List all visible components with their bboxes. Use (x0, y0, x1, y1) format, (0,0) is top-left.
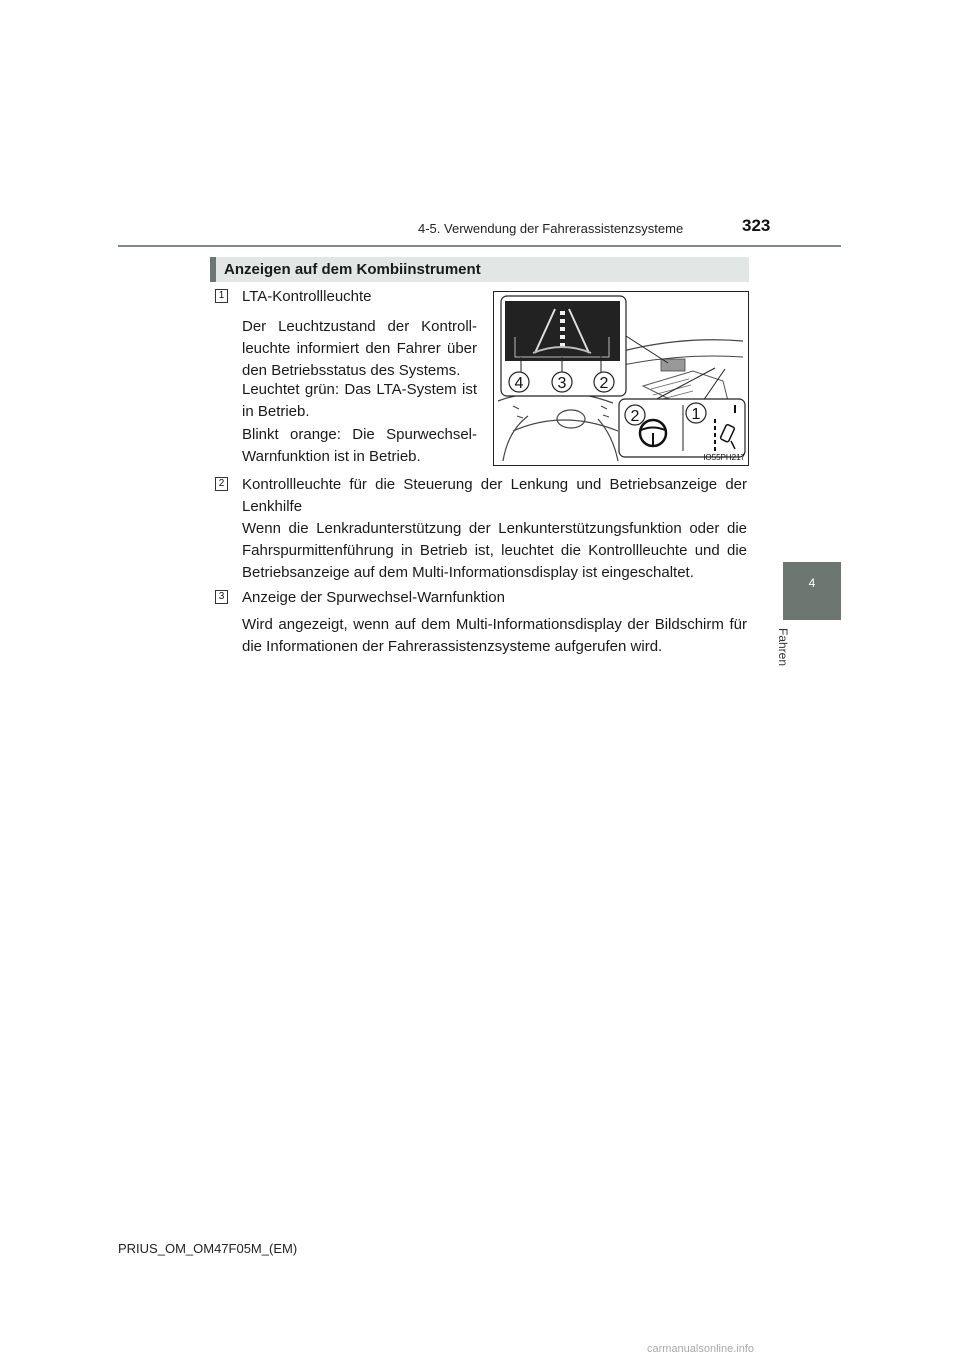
chapter-label (776, 628, 806, 678)
item-number-badge: 3 (215, 590, 228, 604)
figure-code: IO55PH217 (703, 453, 745, 462)
item-title: Kontrollleuchte für die Steuerung der Lenkung und Betriebsanzeige der Lenkhilfe (242, 476, 747, 515)
item-paragraph: Leuchtet grün: Das LTA-System ist in Betrieb. (242, 381, 477, 420)
callout-label: 4 (514, 375, 524, 392)
document-footer: PRIUS_OM_OM47F05M_(EM) (118, 1241, 298, 1256)
section-heading: Anzeigen auf dem Kombiinstrument (210, 257, 749, 282)
item-number-badge: 2 (215, 477, 228, 491)
callout-label: 2 (630, 408, 640, 425)
item-title: Anzeige der Spurwechsel-Warnfunktion (242, 589, 505, 606)
chapter-label-text: Fahren (776, 628, 790, 667)
callout-label: 1 (691, 406, 701, 423)
page-number: 323 (742, 216, 771, 235)
item-paragraph: Der Leuchtzustand der Kontroll-leuchte informiert den Fahrer über den Betriebsstatus des Systems. (242, 318, 477, 379)
illustration-svg (493, 291, 749, 466)
callout-label: 3 (557, 375, 567, 392)
item-number-badge: 1 (215, 289, 228, 303)
header-rule (118, 245, 841, 247)
item-paragraph: Blinkt orange: Die Spurwechsel-Warnfunktion ist in Betrieb. (242, 426, 477, 465)
running-header: 4-5. Verwendung der Fahrerassistenzsysteme (418, 221, 684, 236)
instrument-cluster-illustration (493, 291, 749, 466)
chapter-tab: 4 (783, 562, 841, 620)
item-paragraph: Wenn die Lenkradunterstützung der Lenkunterstützungsfunktion oder die Fahrspurmittenführung in Betrieb ist, leuchtet die Kontrollleuchte und die Betriebsanzeige auf dem Multi-Informationsdisplay ist eingeschaltet. (242, 520, 747, 581)
item-title: LTA-Kontrollleuchte (242, 288, 372, 305)
item-paragraph: Wird angezeigt, wenn auf dem Multi-Informationsdisplay der Bildschirm für die Informationen der Fahrerassistenzsysteme aufgerufen wird. (242, 616, 747, 655)
callout-label: 2 (599, 375, 609, 392)
watermark: carmanualsonline.info (647, 1343, 755, 1355)
